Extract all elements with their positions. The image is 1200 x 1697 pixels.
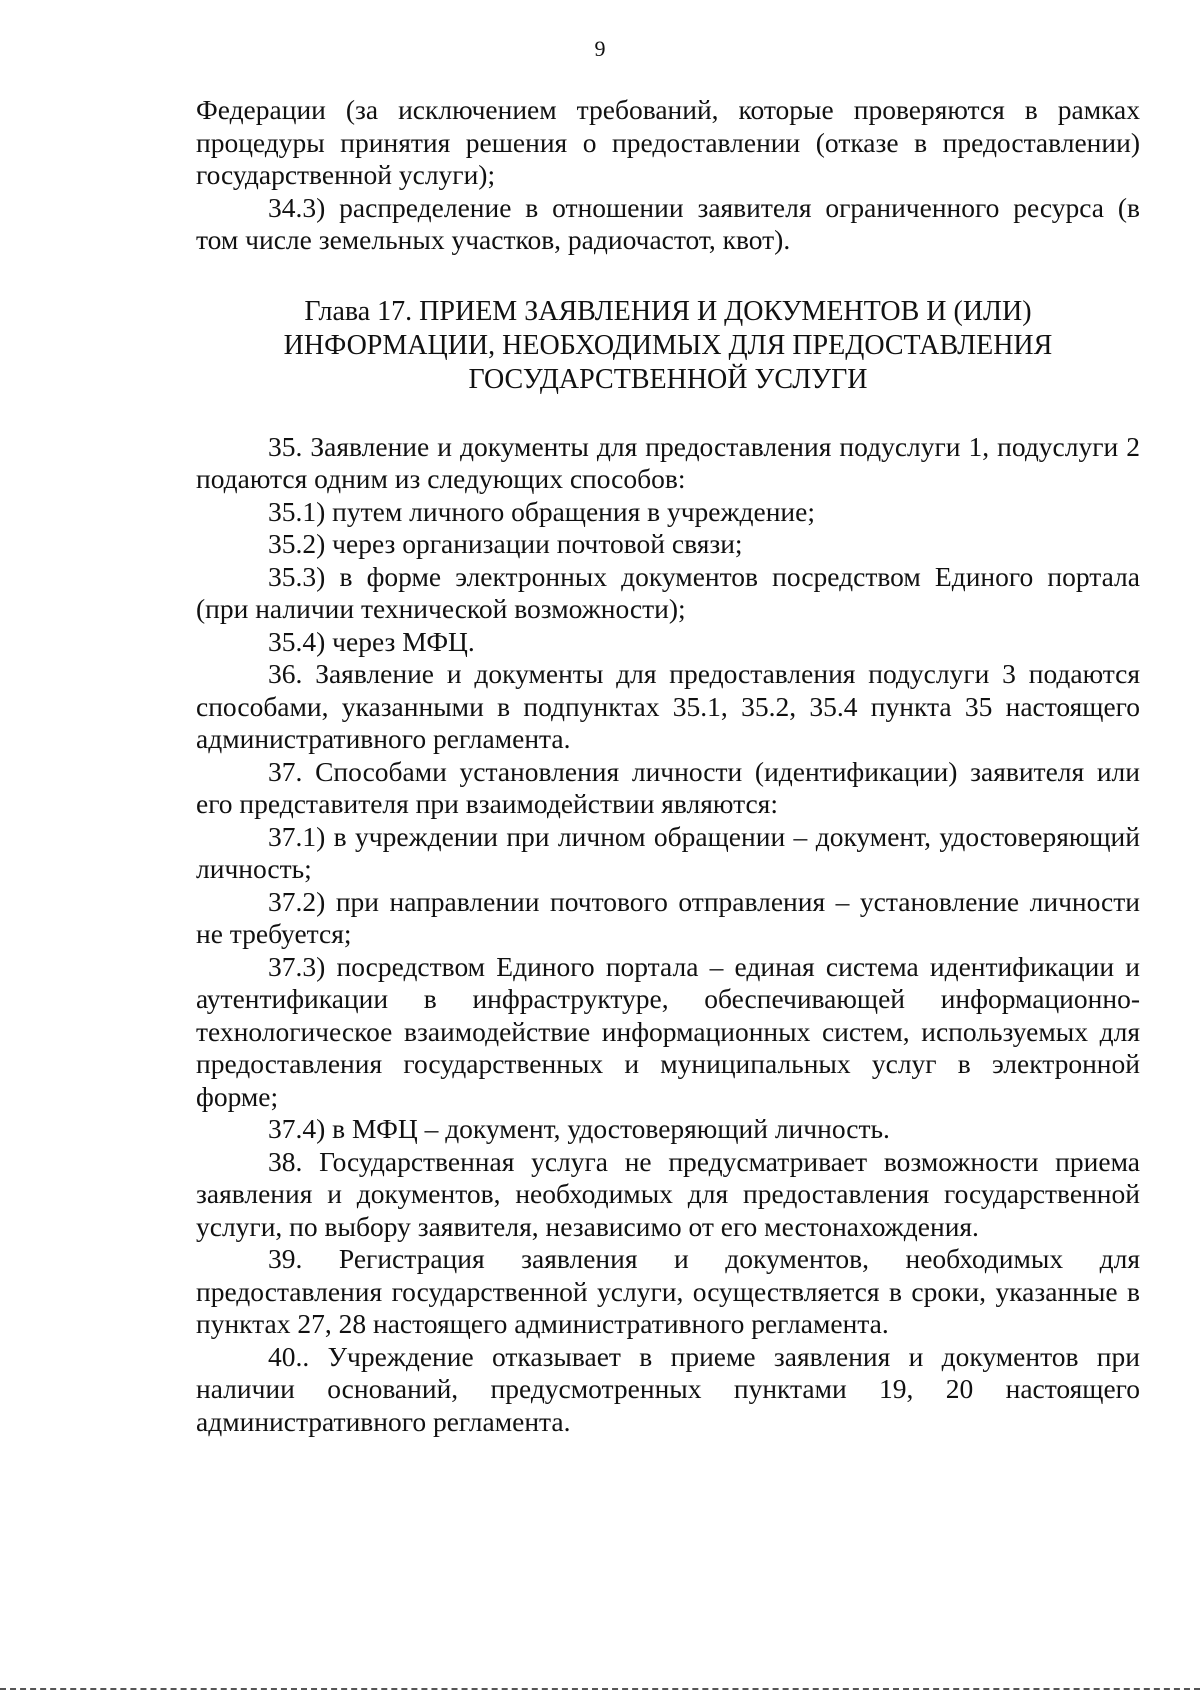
paragraph-37-2: 37.2) при направлении почтового отправления – установление личности не требуется;: [196, 885, 1140, 949]
paragraph-35-1: 35.1) путем личного обращения в учреждение;: [268, 495, 815, 527]
paragraph-36: 36. Заявление и документы для предоставления подуслуги 3 подаются способами, указанными в подпунктах 35.1, 35.2, 35.4 пункта 35 настоящего административного регламента.: [196, 658, 1140, 754]
paragraph-37: 37. Способами установления личности (идентификации) заявителя или его представителя при взаимодействии являются:: [196, 755, 1140, 819]
chapter-heading-line-1: Глава 17. ПРИЕМ ЗАЯВЛЕНИЯ И ДОКУМЕНТОВ И (ИЛИ): [304, 295, 1032, 327]
paragraph-35-4: 35.4) через МФЦ.: [268, 625, 475, 657]
paragraph-38: 38. Государственная услуга не предусматривает возможности приема заявления и документов, необходимых для предоставления государственной услуги, по выбору заявителя, независимо от его местонахождения.: [196, 1145, 1140, 1242]
paragraph-37-1: 37.1) в учреждении при личном обращении – документ, удостоверяющий личность;: [196, 820, 1140, 884]
paragraph-40: 40.. Учреждение отказывает в приеме заявления и документов при наличии оснований, предусмотренных пунктами 19, 20 настоящего административного регламента.: [196, 1340, 1140, 1437]
page-bottom-edge: [0, 1688, 1200, 1690]
paragraph-39: 39. Регистрация заявления и документов, необходимых для предоставления государственной услуги, осуществляется в сроки, указанные в пунктах 27, 28 настоящего административного регламента.: [196, 1243, 1140, 1339]
paragraph-35-2: 35.2) через организации почтовой связи;: [268, 528, 743, 559]
chapter-heading: [196, 295, 1140, 397]
paragraph-continuation: Федерации (за исключением требований, которые проверяются в рамках процедуры принятия решения о предоставлении (отказе в предоставлении) государственной услуги);: [196, 94, 1140, 190]
chapter-heading-line-3: ГОСУДАРСТВЕННОЙ УСЛУГИ: [468, 363, 868, 395]
document-body: [196, 94, 1140, 1438]
chapter-heading-line-2: ИНФОРМАЦИИ, НЕОБХОДИМЫХ ДЛЯ ПРЕДОСТАВЛЕНИЯ: [283, 329, 1053, 361]
paragraph-35-3: 35.3) в форме электронных документов посредством Единого портала (при наличии технической возможности);: [196, 560, 1140, 624]
paragraph-37-4: 37.4) в МФЦ – документ, удостоверяющий личность.: [268, 1113, 890, 1144]
paragraph-35: 35. Заявление и документы для предоставления подуслуги 1, подуслуги 2 подаются одним из следующих способов:: [196, 430, 1140, 494]
page-number: 9: [594, 36, 606, 61]
paragraph-37-3: 37.3) посредством Единого портала – единая система идентификации и аутентификации в инфраструктуре, обеспечивающей информационно-технологическое взаимодействие информационных систем, используемых для предоставления государственных и муниципальных услуг в электронной форме;: [196, 950, 1140, 1112]
paragraph-34-3: 34.3) распределение в отношении заявителя ограниченного ресурса (в том числе земельных участков, радиочастот, квот).: [196, 191, 1140, 255]
